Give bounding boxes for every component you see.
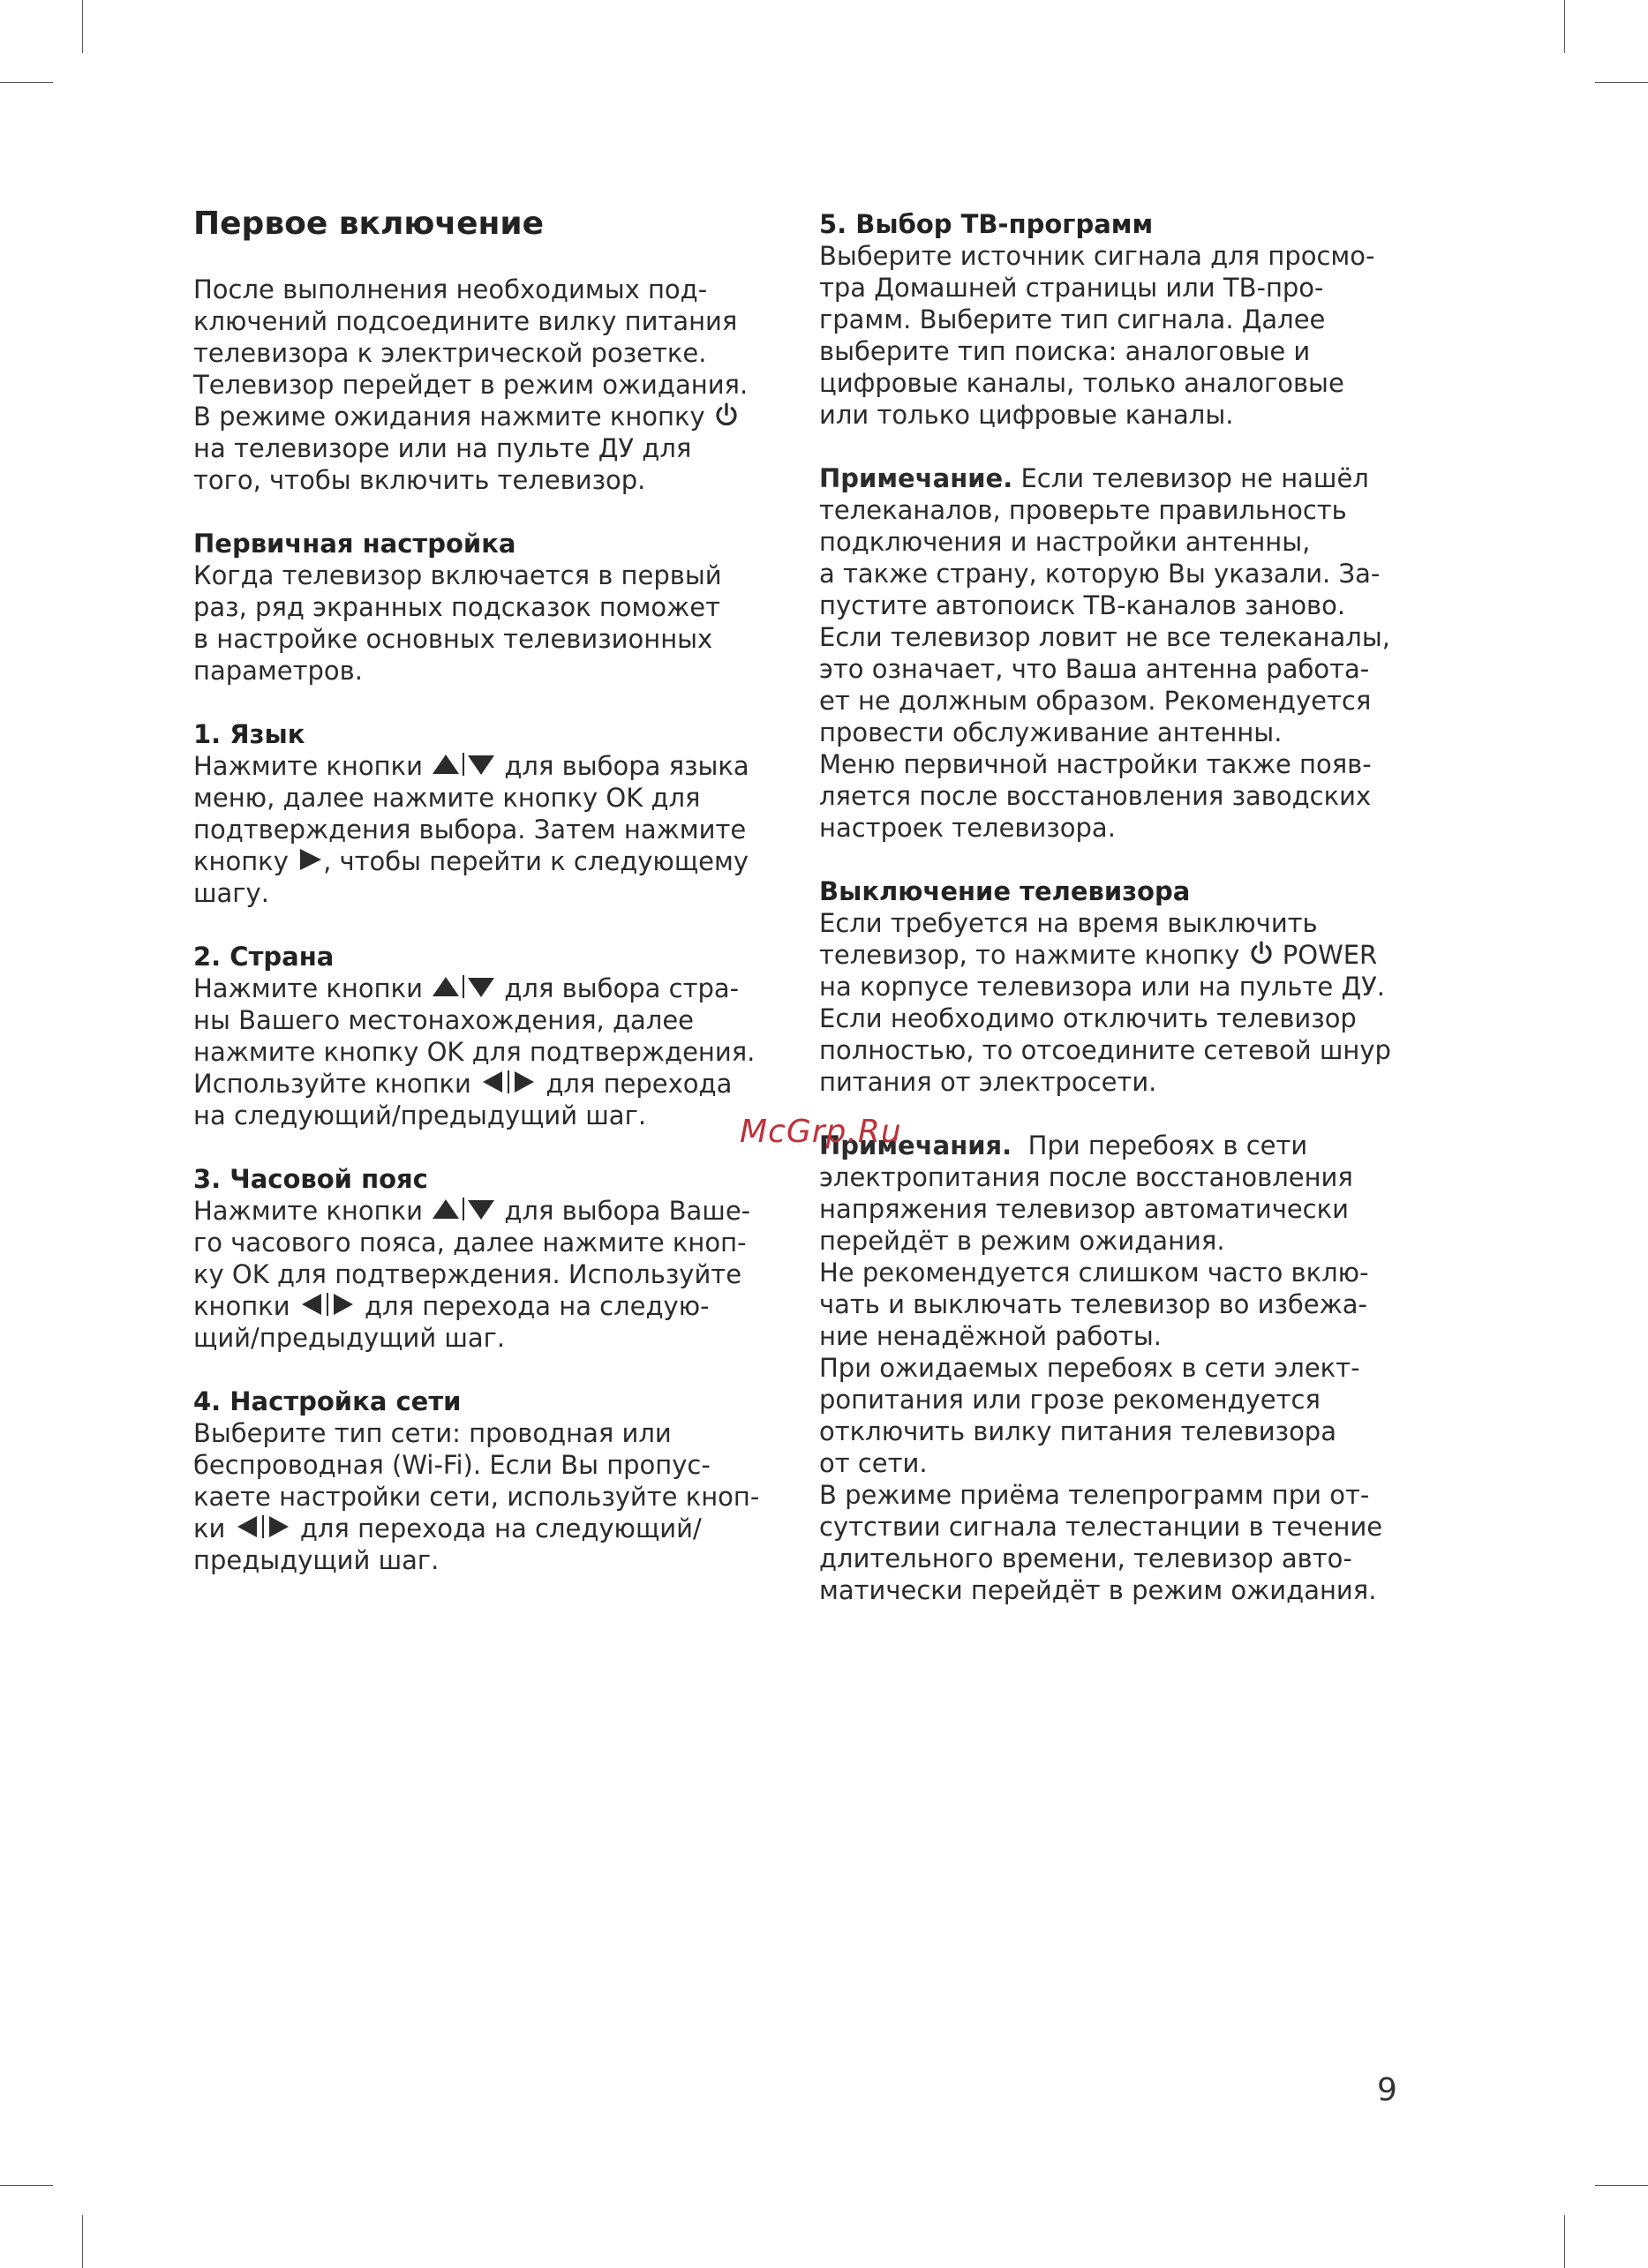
up-down-arrows-icon: [431, 973, 496, 1000]
text-segment: ки: [193, 1513, 226, 1543]
section-heading: 1. Язык: [193, 719, 305, 749]
text-line: на корпусе телевизора или на пульте ДУ.: [819, 972, 1386, 1002]
note-label: Примечания.: [819, 1130, 1012, 1160]
text-line: питания от электросети.: [819, 1067, 1157, 1097]
note-label: Примечание.: [819, 463, 1013, 493]
text-segment: для выбора Ваше-: [504, 1196, 751, 1226]
crop-mark: [0, 2185, 53, 2186]
text-line: а также страну, которую Вы указали. За-: [819, 559, 1381, 589]
text-line: провести обслуживание антенны.: [819, 717, 1283, 747]
page-title: Первое включение: [193, 206, 545, 242]
text-line: [193, 401, 785, 432]
text-line: ключений подсоедините вилку питания: [193, 306, 738, 336]
text-line: [193, 973, 785, 1004]
text-line: выберите тип поиска: аналоговые и: [819, 336, 1311, 366]
text-line: [819, 462, 1419, 494]
crop-mark: [1564, 0, 1565, 53]
text-line: в настройке основных телевизионных: [193, 624, 713, 654]
text-line: [193, 1290, 785, 1322]
text-line: отключить вилку питания телевизора: [819, 1416, 1336, 1446]
text-segment: для выбора стра-: [504, 973, 740, 1003]
text-line: ние ненадёжной работы.: [819, 1321, 1163, 1351]
text-segment: для перехода на следующий/: [299, 1513, 702, 1543]
left-column: [193, 205, 785, 1608]
text-line: [193, 1068, 785, 1100]
text-segment: Если телевизор не нашёл: [1012, 463, 1369, 493]
text-line: на телевизоре или на пульте ДУ для: [193, 433, 692, 463]
text-segment: В режиме ожидания нажмите кнопку: [193, 402, 705, 432]
text-segment: Используйте кнопки: [193, 1069, 471, 1099]
crop-mark: [1564, 2215, 1565, 2268]
text-line: Меню первичной настройки также появ-: [819, 749, 1372, 779]
crop-mark: [1595, 2185, 1648, 2186]
text-line: телевизора к электрической розетке.: [193, 338, 707, 368]
network-section: [193, 1386, 785, 1576]
left-right-arrows-icon: [479, 1069, 538, 1095]
text-line: [193, 845, 785, 877]
text-line: ропитания или грозе рекомендуется: [819, 1385, 1321, 1415]
text-line: щий/предыдущий шаг.: [193, 1323, 506, 1353]
text-segment: POWER: [1282, 940, 1378, 970]
text-line: раз, ряд экранных подсказок поможет: [193, 592, 721, 622]
text-line: Не рекомендуется слишком часто вклю-: [819, 1258, 1369, 1288]
watermark: McGrp.Ru: [740, 1114, 902, 1150]
text-line: Если необходимо отключить телевизор: [819, 1003, 1357, 1033]
power-off-section: [819, 875, 1419, 1098]
crop-mark: [82, 0, 83, 53]
right-arrow-icon: [297, 846, 323, 873]
text-line: ны Вашего местонахождения, далее: [193, 1005, 695, 1035]
text-line: подключения и настройки антенны,: [819, 527, 1311, 557]
text-line: ляется после восстановления заводских: [819, 781, 1372, 811]
text-segment: для перехода: [546, 1069, 733, 1099]
text-line: [819, 1130, 1419, 1161]
text-line: меню, далее нажмите кнопку OK для: [193, 783, 701, 813]
text-segment: Нажмите кнопки: [193, 1196, 423, 1226]
up-down-arrows-icon: [431, 751, 496, 777]
intro-section: [193, 274, 785, 496]
text-segment: , чтобы перейти к следующему: [323, 846, 749, 876]
text-line: грамм. Выберите тип сигнала. Далее: [819, 304, 1326, 334]
text-line: Выберите источник сигнала для просмо-: [819, 241, 1375, 271]
left-right-arrows-icon: [234, 1513, 292, 1540]
text-segment: кнопку: [193, 846, 289, 876]
text-line: полностью, то отсоедините сетевой шнур: [819, 1035, 1391, 1065]
text-line: того, чтобы включить телевизор.: [193, 465, 646, 495]
text-line: Если телевизор ловит не все телеканалы,: [819, 622, 1390, 652]
section-heading: 4. Настройка сети: [193, 1386, 462, 1416]
text-segment: Нажмите кнопки: [193, 973, 423, 1003]
text-line: Если требуется на время выключить: [819, 908, 1318, 938]
power-icon: [713, 402, 740, 428]
language-section: [193, 718, 785, 909]
text-line: пустите автопоиск ТВ-каналов заново.: [819, 590, 1346, 620]
text-line: от сети.: [819, 1448, 928, 1478]
text-line: го часового пояса, далее нажмите кноп-: [193, 1228, 747, 1258]
text-line: нажмите кнопку OK для подтверждения.: [193, 1037, 756, 1067]
text-line: После выполнения необходимых под-: [193, 274, 708, 304]
text-line: каете настройки сети, используйте кноп-: [193, 1482, 760, 1512]
power-icon: [1248, 940, 1275, 966]
text-line: В режиме приёма телепрограмм при от-: [819, 1480, 1370, 1510]
crop-mark: [1595, 82, 1648, 83]
text-line: длительного времени, телевизор авто-: [819, 1543, 1352, 1573]
text-line: шагу.: [193, 878, 269, 908]
section-heading: Первичная настройка: [193, 529, 516, 559]
text-segment: для перехода на следую-: [364, 1291, 710, 1321]
right-column: [819, 205, 1419, 1638]
text-line: чать и выключать телевизор во избежа-: [819, 1289, 1367, 1319]
text-segment: для выбора языка: [504, 751, 749, 781]
text-line: предыдущий шаг.: [193, 1545, 440, 1575]
text-line: При ожидаемых перебоях в сети элект-: [819, 1353, 1360, 1383]
notes-section: [819, 1130, 1419, 1606]
text-line: Выберите тип сети: проводная или: [193, 1418, 672, 1448]
crop-mark: [0, 82, 53, 83]
text-line: [193, 1195, 785, 1227]
text-line: на следующий/предыдущий шаг.: [193, 1100, 647, 1130]
text-line: это означает, что Ваша антенна работа-: [819, 654, 1370, 684]
text-line: параметров.: [193, 656, 363, 686]
text-line: ку OK для подтверждения. Используйте: [193, 1259, 742, 1289]
text-segment: телевизор, то нажмите кнопку: [819, 940, 1240, 970]
timezone-section: [193, 1163, 785, 1354]
section-heading: 3. Часовой пояс: [193, 1164, 428, 1194]
country-section: [193, 941, 785, 1131]
text-line: Когда телевизор включается в первый: [193, 560, 722, 590]
text-line: перейдёт в режим ожидания.: [819, 1226, 1225, 1256]
text-line: матически перейдёт в режим ожидания.: [819, 1575, 1377, 1605]
text-line: или только цифровые каналы.: [819, 400, 1234, 430]
program-selection-section: [819, 208, 1419, 431]
text-line: настроек телевизора.: [819, 813, 1116, 843]
section-heading: Выключение телевизора: [819, 876, 1191, 906]
text-segment: Нажмите кнопки: [193, 751, 423, 781]
crop-mark: [82, 2215, 83, 2268]
note-section: [819, 462, 1419, 844]
text-line: цифровые каналы, только аналоговые: [819, 368, 1344, 398]
text-line: [819, 939, 1419, 971]
text-line: Телевизор перейдет в режим ожидания.: [193, 370, 749, 400]
page-number: 9: [1377, 2072, 1397, 2108]
text-line: телеканалов, проверьте правильность: [819, 495, 1347, 525]
text-line: электропитания после восстановления: [819, 1162, 1353, 1192]
text-segment: При перебоях в сети: [1012, 1130, 1308, 1160]
text-line: тра Домашней страницы или ТВ-про-: [819, 273, 1324, 303]
text-segment: кнопки: [193, 1291, 290, 1321]
text-line: ет не должным образом. Рекомендуется: [819, 686, 1372, 716]
initial-setup-section: [193, 528, 785, 687]
text-line: напряжения телевизор автоматически: [819, 1194, 1349, 1224]
section-heading: 2. Страна: [193, 942, 335, 972]
section-heading: 5. Выбор ТВ-программ: [819, 209, 1154, 239]
text-line: [193, 750, 785, 782]
left-right-arrows-icon: [298, 1291, 357, 1318]
text-line: сутствии сигнала телестанции в течение: [819, 1512, 1383, 1542]
text-line: [193, 1513, 785, 1544]
text-line: подтверждения выбора. Затем нажмите: [193, 815, 747, 845]
text-line: беспроводная (Wi-Fi). Если Вы пропус-: [193, 1450, 711, 1480]
up-down-arrows-icon: [431, 1196, 496, 1222]
